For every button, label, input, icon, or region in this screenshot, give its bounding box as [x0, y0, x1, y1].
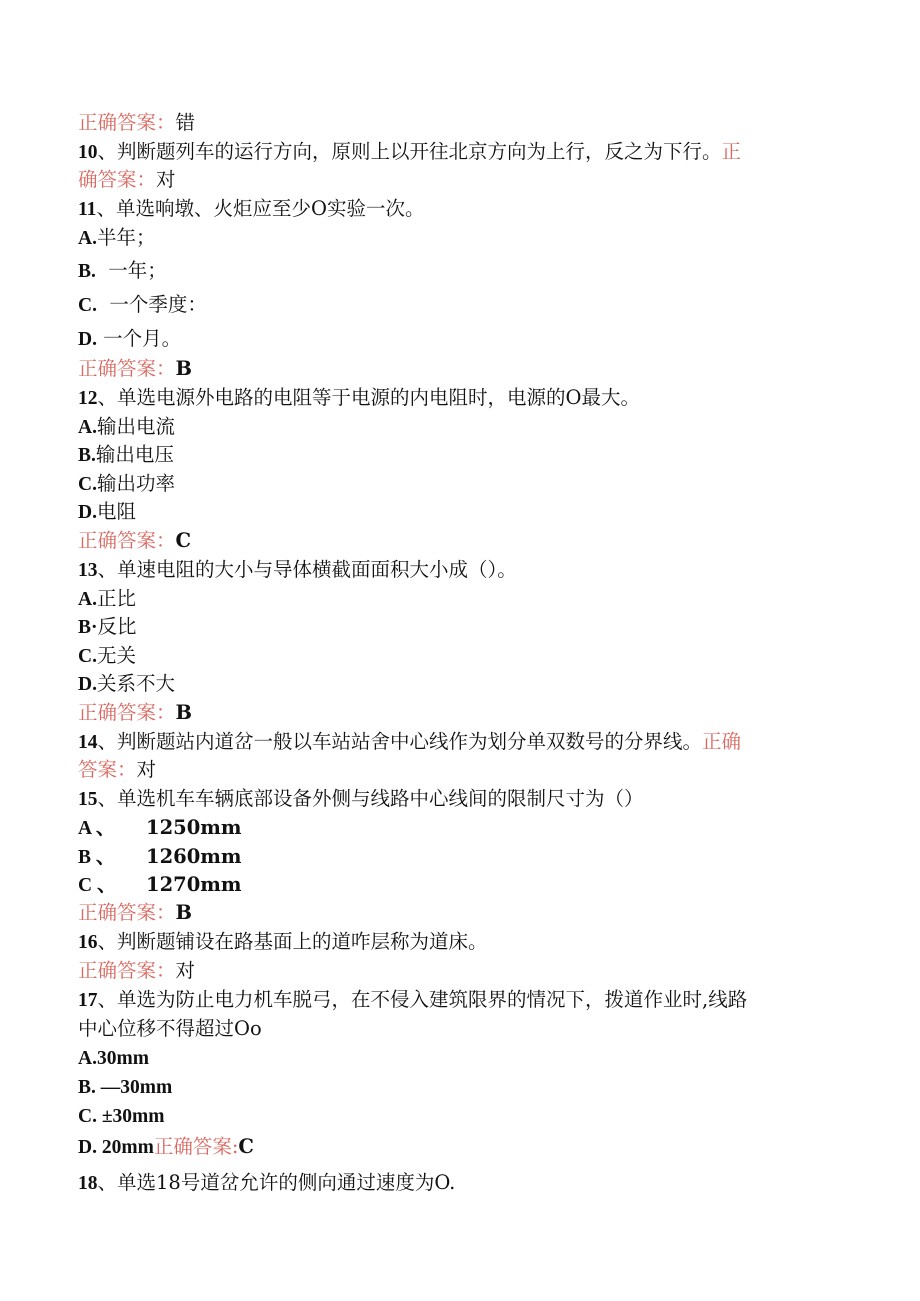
answer-label: 正确答案：	[78, 357, 176, 380]
option-key: B.	[78, 261, 96, 282]
q12-option-d	[78, 499, 136, 525]
q15-answer-line	[78, 900, 192, 926]
q16-answer-line	[78, 958, 195, 984]
q12-question	[78, 385, 640, 411]
q17-line1	[78, 987, 747, 1013]
q13-option-d	[78, 671, 175, 697]
separator: 、	[97, 930, 118, 953]
separator: 、	[97, 787, 118, 810]
q15-option-b	[78, 844, 242, 870]
answer-label-part: 正确	[702, 730, 742, 753]
option-key: C.	[78, 1106, 97, 1127]
option-text: 半年；	[96, 226, 156, 249]
answer-value: 错	[175, 111, 196, 134]
q12-option-b	[78, 442, 174, 468]
option-key: A.	[78, 589, 97, 610]
option-text: 1260mm	[146, 845, 242, 868]
question-number: 17	[78, 990, 98, 1011]
question-text: 中心位移不得超过Oo	[78, 1017, 262, 1040]
question-text: 判断题铺设在路基面上的道咋层称为道床。	[117, 930, 488, 953]
q13-answer-line	[78, 700, 192, 726]
option-key: D.	[78, 329, 97, 350]
answer-value: B	[175, 901, 192, 924]
answer-label-part: 答案：	[78, 758, 137, 781]
answer-value: C	[175, 529, 192, 552]
option-text: 关系不大	[96, 672, 175, 695]
question-number: 11	[78, 199, 97, 220]
q17-option-c	[78, 1103, 165, 1129]
option-key: C.	[78, 646, 97, 667]
option-text: 1250mm	[146, 816, 242, 839]
option-key: C.	[78, 474, 97, 495]
option-key: D.	[78, 674, 97, 695]
answer-value: B	[175, 701, 192, 724]
q15-question	[78, 786, 644, 812]
answer-label: 正确答案：	[78, 959, 176, 982]
q17-option-d	[78, 1134, 254, 1160]
option-text: 反比	[97, 615, 137, 638]
q11-option-c	[78, 292, 207, 318]
option-text: 一个季度：	[96, 293, 207, 316]
option-text: 一个月。	[96, 327, 182, 350]
answer-label: 正确答案：	[78, 901, 176, 924]
q10-line2	[78, 167, 176, 193]
separator: 、	[97, 558, 118, 581]
answer-value: B	[175, 357, 192, 380]
q17-line2	[78, 1016, 262, 1042]
question-text: 单选18号道岔允许的侧向通过速度为O.	[117, 1171, 456, 1194]
option-key: A.	[78, 417, 97, 438]
question-number: 15	[78, 789, 98, 810]
q10-line1	[78, 139, 741, 165]
answer-label-part: 确答案：	[78, 168, 157, 191]
option-text: 输出功率	[96, 472, 175, 495]
question-number: 13	[78, 560, 98, 581]
q12-answer-line	[78, 528, 191, 554]
answer-label: 正确答案：	[78, 701, 176, 724]
option-text: 电阻	[96, 500, 136, 523]
separator: 、	[97, 1171, 118, 1194]
question-text: 判断题列车的运行方向，原则上以开往北京方向为上行，反之为下行。	[117, 140, 722, 163]
separator: 、	[97, 730, 118, 753]
option-text: 一年；	[95, 259, 167, 282]
option-key: C 、	[78, 875, 117, 896]
answer-label: 正确答案:	[153, 1135, 239, 1158]
option-key: A.	[78, 228, 97, 249]
separator: 、	[97, 988, 118, 1011]
question-text: 单速电阻的大小与导体横截面面积大小成（）。	[117, 558, 517, 581]
q17-option-a	[78, 1045, 149, 1071]
answer-value: 对	[175, 959, 196, 982]
option-key: B.	[78, 445, 96, 466]
answer-value: C	[238, 1135, 254, 1158]
option-key: B·	[78, 617, 98, 638]
q13-question	[78, 557, 517, 583]
answer-label: 正确答案：	[78, 111, 176, 134]
question-number: 18	[78, 1173, 98, 1194]
q12-option-a	[78, 414, 175, 440]
q16-question	[78, 929, 488, 955]
q15-option-a	[78, 815, 242, 841]
q14-line2	[78, 757, 156, 783]
option-text: 30mm	[96, 1048, 149, 1069]
option-text: ±30mm	[96, 1106, 165, 1127]
answer-label-part: 正	[721, 140, 742, 163]
q13-option-c	[78, 643, 136, 669]
answer-value: 对	[136, 758, 157, 781]
answer-label: 正确答案：	[78, 529, 176, 552]
option-key: D.	[78, 1137, 97, 1158]
answer-value: 对	[156, 168, 176, 191]
option-text: 1270mm	[146, 873, 242, 896]
question-text: 判断题站内道岔一般以车站站舍中心线作为划分单双数号的分界线。	[117, 730, 703, 753]
option-key: A 、	[78, 818, 116, 839]
q13-option-b	[78, 614, 137, 640]
question-text: 单选为防止电力机车脱弓，在不侵入建筑限界的情况下，拨道作业时,线路	[117, 988, 748, 1011]
question-text: 单选响墩、火炬应至少O实验一次。	[115, 197, 425, 220]
question-number: 10	[78, 142, 98, 163]
q17-option-b	[78, 1074, 172, 1100]
q14-line1	[78, 729, 741, 755]
question-text: 单选电源外电路的电阻等于电源的内电阻时，电源的O最大。	[117, 386, 641, 409]
q11-option-b	[78, 258, 167, 284]
q11-question	[78, 196, 424, 222]
option-text: 输出电流	[96, 415, 175, 438]
separator: 、	[97, 386, 118, 409]
option-key: A.	[78, 1048, 97, 1069]
separator: 、	[96, 197, 116, 220]
question-number: 16	[78, 932, 98, 953]
q13-option-a	[78, 586, 136, 612]
question-number: 12	[78, 388, 98, 409]
option-text: —30mm	[95, 1077, 173, 1098]
option-text: 正比	[96, 587, 136, 610]
option-text: 输出电压	[95, 443, 174, 466]
separator: 、	[97, 140, 118, 163]
option-key: B.	[78, 1077, 96, 1098]
option-text: 20mm	[96, 1137, 154, 1158]
option-key: C.	[78, 295, 97, 316]
q11-option-d	[78, 326, 181, 352]
question-text: 单选机车车辆底部设备外侧与线路中心线间的限制尺寸为（）	[117, 787, 644, 810]
option-key: D.	[78, 502, 97, 523]
q15-option-c	[78, 872, 242, 898]
option-text: 无关	[96, 644, 136, 667]
q11-answer-line	[78, 356, 192, 382]
option-key: B 、	[78, 847, 116, 868]
q12-option-c	[78, 471, 175, 497]
q18-question	[78, 1170, 455, 1196]
q11-option-a	[78, 225, 155, 251]
question-number: 14	[78, 732, 98, 753]
q9-answer-line	[78, 110, 195, 136]
